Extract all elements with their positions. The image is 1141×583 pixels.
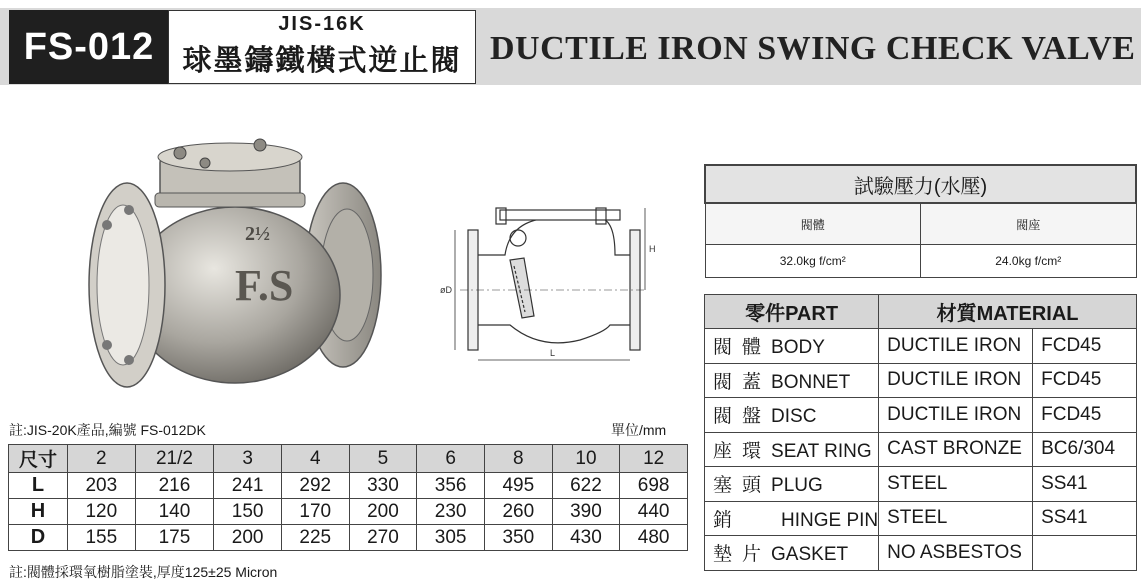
size-header: 4 (281, 445, 349, 473)
material-row (705, 501, 1137, 536)
size-header: 6 (417, 445, 485, 473)
part-en: GASKET (771, 544, 849, 566)
dimension-cell: 330 (349, 473, 417, 499)
dimension-cell: 495 (484, 473, 552, 499)
dimension-row-h (9, 499, 688, 525)
dimension-cell: 200 (214, 525, 282, 551)
dimension-cell: 241 (214, 473, 282, 499)
pressure-body-label: 閥體 (705, 203, 921, 245)
dimension-cell: 230 (417, 499, 485, 525)
part-zh: 塞頭 (713, 475, 772, 497)
material-grade: FCD45 (1033, 329, 1137, 364)
part-zh: 閥體 (713, 337, 772, 359)
title-box (168, 10, 476, 84)
dimension-cell: 150 (214, 499, 282, 525)
dimension-cell: 356 (417, 473, 485, 499)
dim-label-d: øD (440, 285, 452, 295)
dimension-cell: 390 (552, 499, 620, 525)
dim-label-h: H (649, 244, 656, 254)
material-name: NO ASBESTOS (879, 536, 1033, 571)
size-header: 10 (552, 445, 620, 473)
pressure-body-value: 32.0kg f/cm² (705, 245, 921, 278)
standard-label: JIS-16K (278, 13, 366, 35)
material-row (705, 363, 1137, 398)
dimension-row-l (9, 473, 688, 499)
dim-label-l: L (550, 348, 556, 358)
part-zh: 墊片 (713, 544, 772, 566)
material-row (705, 329, 1137, 364)
size-header-label: 尺寸 (9, 445, 68, 473)
part-cell (705, 363, 879, 398)
material-grade: FCD45 (1033, 398, 1137, 433)
dimension-cell: 350 (484, 525, 552, 551)
material-name: CAST BRONZE (879, 432, 1033, 467)
part-zh: 銷 (713, 509, 743, 531)
dimension-cell: 622 (552, 473, 620, 499)
dimension-cell: 175 (135, 525, 214, 551)
material-name: DUCTILE IRON (879, 398, 1033, 433)
part-cell (705, 501, 879, 536)
material-grade: BC6/304 (1033, 432, 1137, 467)
dimension-cell: 225 (281, 525, 349, 551)
material-name: DUCTILE IRON (879, 363, 1033, 398)
dimension-cell: 120 (68, 499, 136, 525)
part-en: BODY (771, 337, 825, 359)
material-name: DUCTILE IRON (879, 329, 1033, 364)
row-label: D (9, 525, 68, 551)
col-header-material: 材質MATERIAL (879, 295, 1137, 329)
dimension-cell: 216 (135, 473, 214, 499)
pressure-table-title: 試驗壓力(水壓) (705, 165, 1136, 203)
part-en: BONNET (771, 371, 851, 393)
body-mark: F.S (235, 261, 294, 310)
title-chinese: 球墨鑄鐵橫式逆止閥 (182, 45, 462, 77)
bonnet-mark: 2½ (245, 223, 270, 245)
valve-photo (85, 135, 385, 400)
materials-table (704, 294, 1137, 571)
part-cell (705, 329, 879, 364)
dimension-cell: 260 (484, 499, 552, 525)
material-name: STEEL (879, 501, 1033, 536)
part-en: PLUG (771, 475, 823, 497)
row-label: H (9, 499, 68, 525)
part-en: SEAT RING (771, 440, 872, 462)
dimension-cell: 440 (620, 499, 688, 525)
part-cell (705, 467, 879, 502)
size-header: 3 (214, 445, 282, 473)
size-header: 2 (68, 445, 136, 473)
size-header: 8 (484, 445, 552, 473)
dimension-cell: 480 (620, 525, 688, 551)
part-en: DISC (771, 406, 817, 428)
dimension-cell: 698 (620, 473, 688, 499)
part-cell (705, 398, 879, 433)
part-cell (705, 536, 879, 571)
material-grade: SS41 (1033, 501, 1137, 536)
pressure-seat-label: 閥座 (921, 203, 1137, 245)
product-code: FS-012 (9, 10, 169, 84)
dimension-cell: 292 (281, 473, 349, 499)
dimension-cell: 203 (68, 473, 136, 499)
material-row (705, 536, 1137, 571)
material-grade (1033, 536, 1137, 571)
note-jis20k: 註:JIS-20K產品,編號 FS-012DK (9, 422, 206, 438)
dimension-cell: 270 (349, 525, 417, 551)
valve-cross-section-drawing (430, 200, 660, 375)
dimension-cell: 305 (417, 525, 485, 551)
title-english: DUCTILE IRON SWING CHECK VALVE (490, 30, 1136, 67)
dimension-cell: 140 (135, 499, 214, 525)
unit-label: 單位/mm (611, 422, 667, 438)
part-zh: 閥盤 (713, 406, 772, 428)
part-en: HINGE PIN (781, 509, 879, 531)
material-row (705, 432, 1137, 467)
row-label: L (9, 473, 68, 499)
test-pressure-table (704, 164, 1137, 278)
dimension-cell: 155 (68, 525, 136, 551)
material-grade: FCD45 (1033, 363, 1137, 398)
part-zh: 閥蓋 (713, 371, 772, 393)
material-row (705, 467, 1137, 502)
size-header: 21/2 (135, 445, 214, 473)
material-row (705, 398, 1137, 433)
size-header: 5 (349, 445, 417, 473)
part-zh: 座環 (713, 440, 772, 462)
part-cell (705, 432, 879, 467)
pressure-seat-value: 24.0kg f/cm² (921, 245, 1137, 278)
dimension-table (8, 444, 688, 551)
dimension-cell: 170 (281, 499, 349, 525)
material-name: STEEL (879, 467, 1033, 502)
dimension-cell: 430 (552, 525, 620, 551)
col-header-part: 零件PART (705, 295, 879, 329)
note-coating: 註:閥體採環氧樹脂塗裝,厚度125±25 Micron (9, 564, 278, 580)
dimension-row-d (9, 525, 688, 551)
dimension-cell: 200 (349, 499, 417, 525)
material-grade: SS41 (1033, 467, 1137, 502)
size-header: 12 (620, 445, 688, 473)
